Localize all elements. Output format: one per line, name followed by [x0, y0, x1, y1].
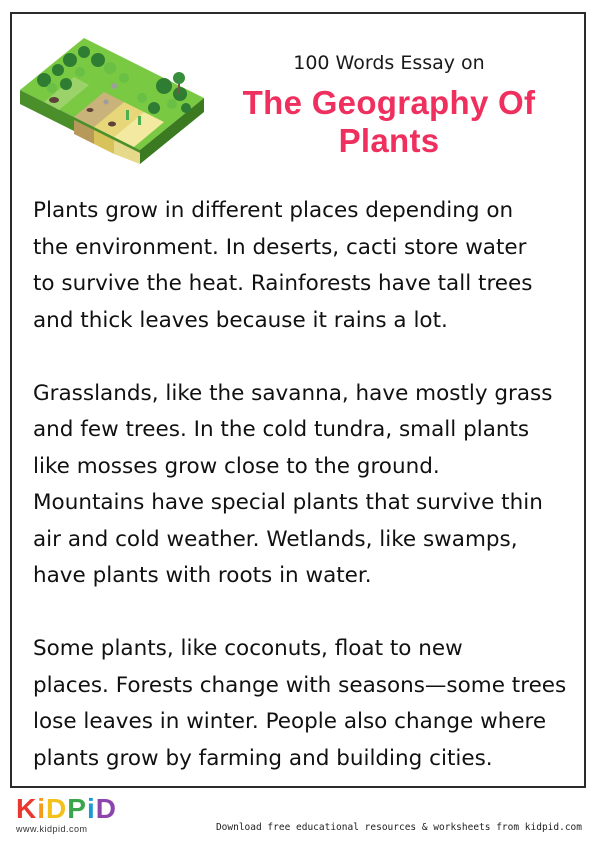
logo-website: www.kidpid.com — [16, 824, 88, 834]
kidpid-logo — [16, 794, 126, 838]
logo-letter-d2: D — [95, 793, 117, 824]
logo-wordmark — [16, 794, 117, 824]
essay-paragraph-2: Grasslands, like the savanna, have mostly grass and few trees. In the cold tundra, small plants like mosses grow close to the ground. Mountains have special plants that survive thin air and cold weather. Wetlands, like swamps, have plants with roots in water. — [33, 380, 553, 588]
essay-paragraph-1: Plants grow in different places depending on the environment. In deserts, cacti store water to survive the heat. Rainforests have tall trees and thick leaves because it rains a lot. — [33, 198, 533, 333]
essay-paragraph-3: Some plants, like coconuts, float to new places. Forests change with seasons—some trees lose leaves in winter. People also change where plants grow by farming and building cities. — [33, 636, 567, 771]
logo-letter-k: K — [16, 793, 38, 824]
essay-title — [204, 84, 574, 160]
logo-letter-d1: D — [46, 793, 68, 824]
footer-download-note: Download free educational resources & worksheets from kidpid.com — [215, 822, 582, 833]
plant-geography-illustration — [14, 28, 210, 168]
title-line-2: Plants — [338, 122, 440, 159]
essay-subtitle: 100 Words Essay on — [293, 52, 485, 74]
logo-letter-i1: i — [37, 793, 47, 824]
essay-body — [33, 193, 573, 814]
logo-letter-i2: i — [86, 793, 96, 824]
logo-letter-p: P — [67, 793, 87, 824]
title-line-1: The Geography Of — [242, 84, 536, 121]
